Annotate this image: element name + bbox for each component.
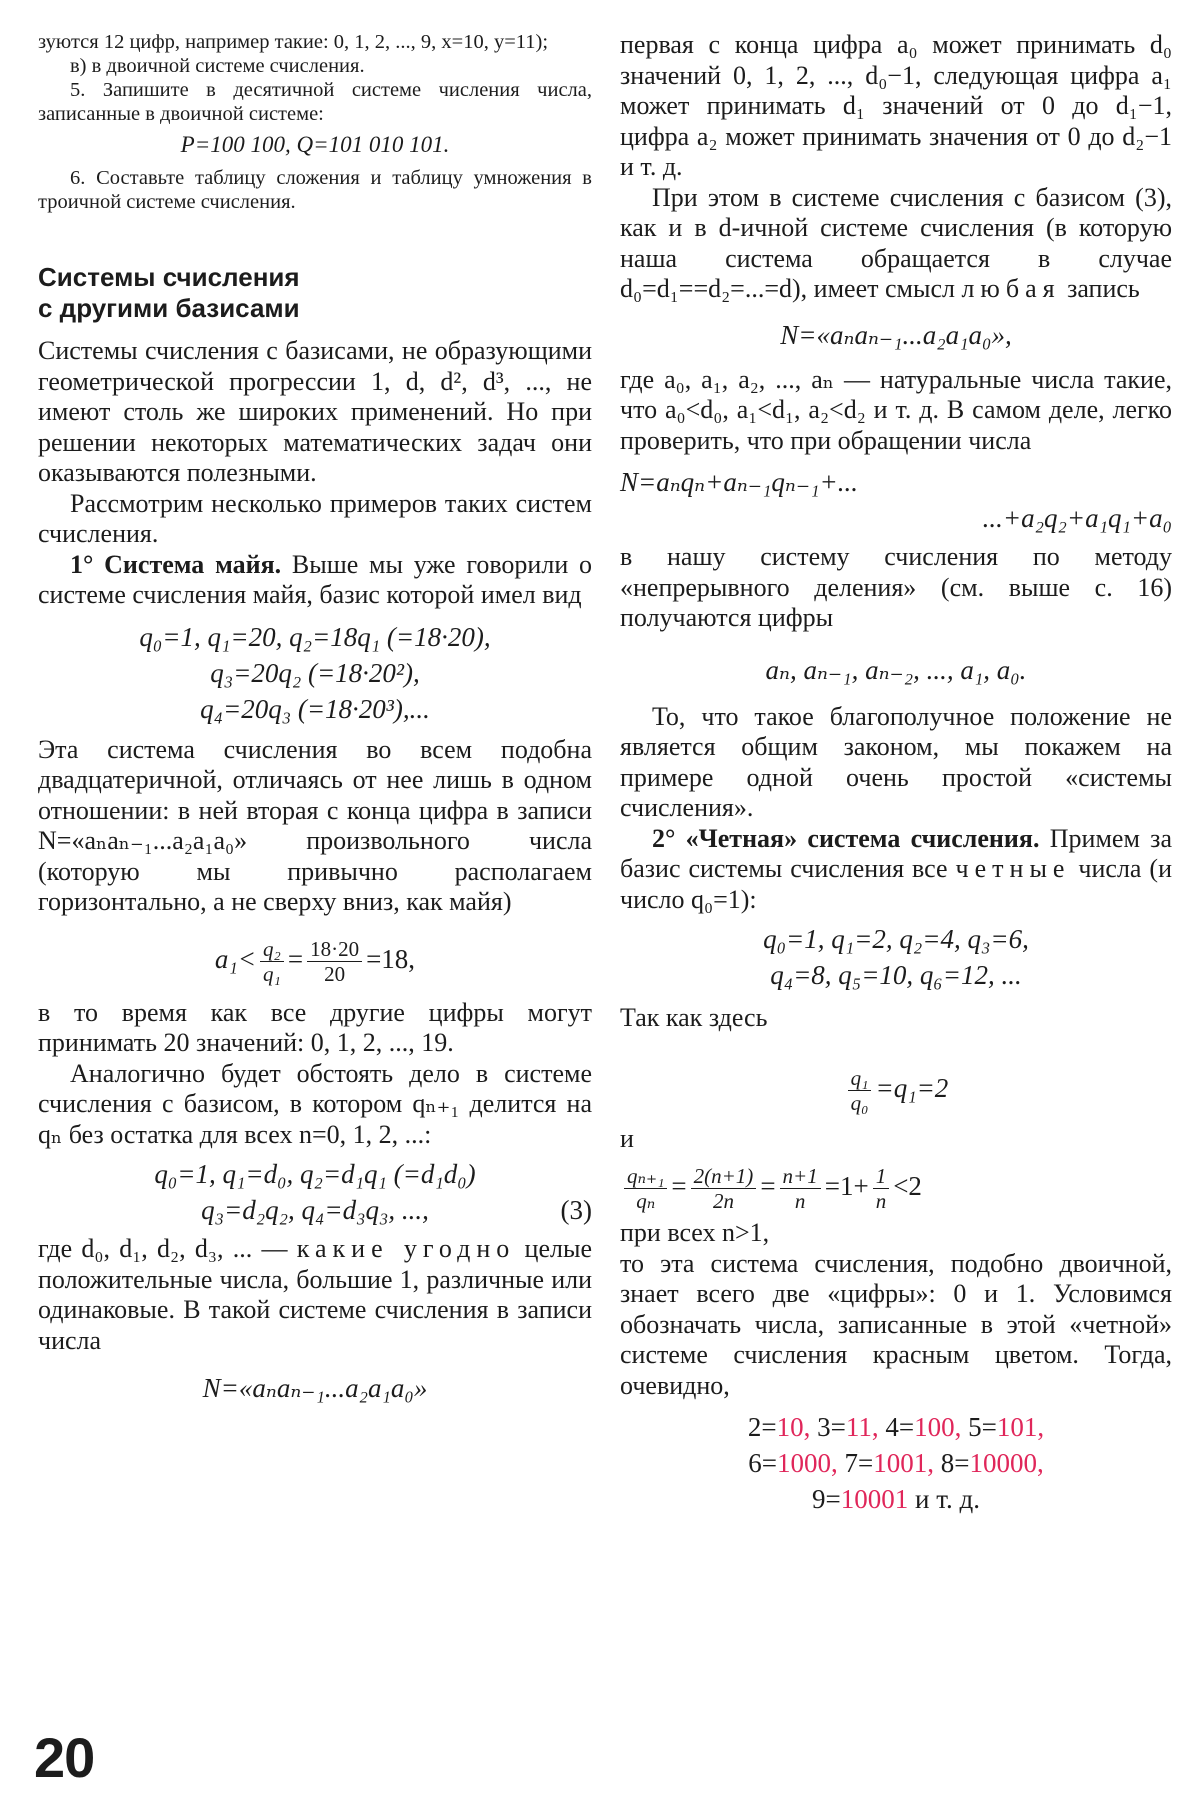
formula-even-1: q₀=1, q₁=2, q₂=4, q₃=6, [763, 924, 1029, 954]
any-d-text-b: целые положительные числа, большие 1, различные или одинаковые. В такой системе счисления в записи числа [38, 1234, 592, 1355]
any-d-spaced: какие угодно [296, 1234, 516, 1264]
paragraph-maya-explain: Эта система счисления во всем подобна двадцатеричной, отличаясь от нее лишь в одном отношении: в ней вторая с конца цифра в записи N=«aₙaₙ₋₁...a₂a₁a₀» произвольного числа (которую мы привычно располагаем горизонтально, а не сверху вниз, как майя) [38, 734, 592, 916]
even-lead: 2° «Четная» система счисления. [652, 823, 1040, 853]
fraction-den: q₀ [850, 1090, 869, 1115]
left-column [38, 30, 592, 1406]
paragraph-examples: Рассмотрим несколько примеров таких систем счисления. [38, 488, 592, 548]
fraction-num: n+1 [780, 1164, 821, 1189]
fraction-q2-q1 [260, 937, 284, 986]
even-equalities [620, 1409, 1172, 1517]
formula-a1-eq: = [287, 943, 304, 974]
fraction-den: 20 [324, 961, 346, 986]
decimal-number: 4= [885, 1412, 915, 1442]
section-heading-line2: с другими базисами [38, 293, 300, 323]
fraction-den: n [794, 1189, 806, 1214]
formula-basis-d-1: q₀=1, q₁=d₀, q₂=d₁q₁ (=d₁d₀) [154, 1159, 476, 1190]
paragraph-not-law: То, что такое благополучное положение не является общим законом, мы покажем на примере одной очень простой «системы счисления». [620, 701, 1172, 822]
even-text-b: числа (и число q₀=1): [620, 854, 1172, 914]
right-column [620, 30, 1172, 1517]
paragraph-even [620, 824, 1172, 916]
formula-N-left: N=«aₙaₙ₋₁...a₂a₁a₀» [202, 1373, 428, 1404]
paragraph-two-digits: то эта система счисления, подобно двоичной, знает всего две «цифры»: 0 и 1. Условимся обозначать числа, записанные в этой «четной» системе счисления красным цветом. Тогда, очевидно, [620, 1248, 1172, 1400]
fraction-den: q₁ [263, 961, 281, 986]
fraction-num: 18·20 [307, 937, 362, 962]
fraction-den: n [875, 1189, 887, 1214]
fraction-den: qₙ [636, 1189, 656, 1214]
formula-ratio-mid: =1+ [824, 1171, 869, 1201]
exercise-5: 5. Запишите в десятичной системе числения числа, записанные в двоичной системе: [38, 79, 592, 125]
even-equalities-row [620, 1481, 1172, 1517]
even-text-a: Примем за базис системы счисления все [620, 823, 1172, 883]
even-system-value: 100 [914, 1412, 955, 1442]
fraction-num: 2(n+1) [691, 1164, 757, 1189]
fraction-num: 1 [873, 1164, 890, 1189]
decimal-number: 5= [968, 1412, 997, 1442]
formula-maya-2: q₃=20q₂ (=18·20²), [210, 657, 420, 688]
exercise-tail: зуются 12 цифр, например такие: 0, 1, 2, ..., 9, x=10, y=11); [38, 31, 549, 53]
formula-maya-1: q₀=1, q₁=20, q₂=18q₁ (=18·20), [139, 621, 491, 652]
formula-sum-2: ...+a₂q₂+a₁q₁+a₀ [982, 503, 1172, 533]
formula-N-right: N=«aₙaₙ₋₁...a₂a₁a₀», [780, 319, 1012, 350]
formula-q1-q0 [620, 1060, 1172, 1116]
formula-ratio-end: <2 [893, 1171, 922, 1201]
even-spaced: четные [955, 854, 1071, 883]
formula-sum-1: N=aₙqₙ+aₙ₋₁qₙ₋₁+... [620, 467, 858, 497]
page-number: 20 [34, 1726, 95, 1789]
fraction-qn1-qn [624, 1164, 667, 1213]
paragraph-any-d [38, 1234, 592, 1356]
even-system-value: 101 [996, 1412, 1038, 1442]
fraction-2n1-2n [691, 1164, 757, 1213]
exercise-5-formula: P=100 100, Q=101 010 101. [180, 132, 450, 157]
even-equalities-row: 2=10, 3=11, 4=100, 5=101, [747, 1412, 1045, 1442]
exercise-c: в) в двоичной системе счисления. [70, 55, 365, 77]
since-here: Так как здесь [620, 1003, 768, 1032]
etc-text: и т. д. [908, 1484, 980, 1514]
any-record-text-b: запись [1060, 274, 1140, 303]
paragraph-intro: Системы счисления с базисами, не образующими геометрической прогрессии 1, d, d², d³, ..., не имеют столь же широких применений. Но при решении некоторых математических задач они оказываются полезными. [38, 336, 592, 487]
paragraph-maya [38, 550, 592, 611]
fraction-den: 2n [712, 1189, 734, 1214]
formula-digits: aₙ, aₙ₋₁, aₙ₋₂, ..., a₁, a₀. [765, 654, 1027, 685]
maya-lead: 1° Система майя. [70, 549, 282, 579]
any-record-spaced: любая [961, 274, 1061, 303]
fraction-num: qₙ₊₁ [624, 1164, 667, 1189]
even-system-value: 10001 [840, 1484, 909, 1514]
paragraph-digits-20: в то время как все другие цифры могут принимать 20 значений: 0, 1, 2, ..., 19. [38, 997, 592, 1058]
and-word: и [620, 1123, 634, 1153]
paragraph-any-record [620, 183, 1172, 305]
even-system-value: 1000 [777, 1448, 831, 1478]
formula-a1 [38, 932, 592, 986]
paragraph-digit-values: первая с конца цифра a₀ может принимать d₀ значений 0, 1, 2, ..., d₀−1, следующая цифра a₁ может принимать d₁ значений от 0 до d₁−1, цифра a₂ может принимать значения от 0 до d₂−1 и т. д. [620, 30, 1172, 181]
formula-even-2: q₄=8, q₅=10, q₆=12, ... [770, 960, 1022, 990]
any-d-text-a: где d₀, d₁, d₂, d₃, ... — [38, 1234, 297, 1264]
even-system-value: 11 [845, 1412, 872, 1442]
paragraph-analogous: Аналогично будет обстоять дело в системе счисления с базисом, в котором qₙ₊₁ делится на qₙ без остатка для всех n=0, 1, 2, ...: [38, 1058, 592, 1149]
section-heading-line1: Системы счисления [38, 262, 300, 292]
even-system-value: 1001 [873, 1448, 928, 1478]
fraction-1-n [873, 1164, 890, 1213]
any-record-text-a: При этом в системе счисления с базисом (3), как и в d-ичной системе счисления (в которую наша система обращается в случае d₀=d₁==d₂=...=d), имеет смысл [620, 182, 1172, 303]
even-equalities-row: 6=1000, 7=1001, 8=10000, [748, 1448, 1044, 1478]
decimal-number: 7= [844, 1448, 874, 1478]
paragraph-division: в нашу систему счисления по методу «непрерывного деления» (см. выше с. 16) получаются цифры [620, 542, 1172, 632]
fraction-num: q₁ [848, 1066, 872, 1091]
formula-maya-3: q₄=20q₃ (=18·20³),... [200, 693, 430, 724]
for-all-n: при всех n>1, [620, 1218, 770, 1247]
formula-basis-d-2-text: q₃=d₂q₂, q₄=d₃q₃, ..., [201, 1195, 429, 1226]
maya-text: Выше мы уже говорили о системе счисления майя, базис которой имел вид [38, 549, 593, 609]
fraction-num: q₂ [260, 937, 284, 962]
equation-number: (3) [560, 1195, 592, 1226]
formula-ratio: $\frac{\text{qₙ₊₁}}{\text{qₙ}}$ = $\frac{2(n+1)}{2n}$ = $\frac{n+1}{n}$ =1+ $\frac{1}{n}$ <2 [620, 1158, 1172, 1214]
decimal-number: 3= [817, 1412, 846, 1442]
even-system-value: 10000 [969, 1448, 1037, 1478]
decimal-number: 9= [812, 1484, 841, 1514]
fraction-q1-q0 [848, 1066, 872, 1115]
formula-basis-d-2 [38, 1192, 592, 1228]
decimal-number: 2= [747, 1412, 777, 1442]
exercise-6: 6. Составьте таблицу сложения и таблицу умножения в троичной системе счисления. [38, 167, 592, 213]
fraction-18-20 [307, 937, 362, 986]
formula-a1-right: =18, [366, 943, 416, 974]
formula-q1-q0-right: =q₁=2 [875, 1072, 949, 1103]
decimal-number: 8= [940, 1448, 970, 1478]
fraction-n1-n [780, 1164, 821, 1213]
decimal-number: 6= [748, 1448, 777, 1478]
paragraph-natural: где a₀, a₁, a₂, ..., aₙ — натуральные числа такие, что a₀<d₀, a₁<d₁, a₂<d₂ и т. д. В самом деле, легко проверить, что при обращении числа [620, 364, 1172, 455]
formula-a1-left: a₁< [214, 943, 257, 974]
even-system-value: 10 [776, 1412, 804, 1442]
